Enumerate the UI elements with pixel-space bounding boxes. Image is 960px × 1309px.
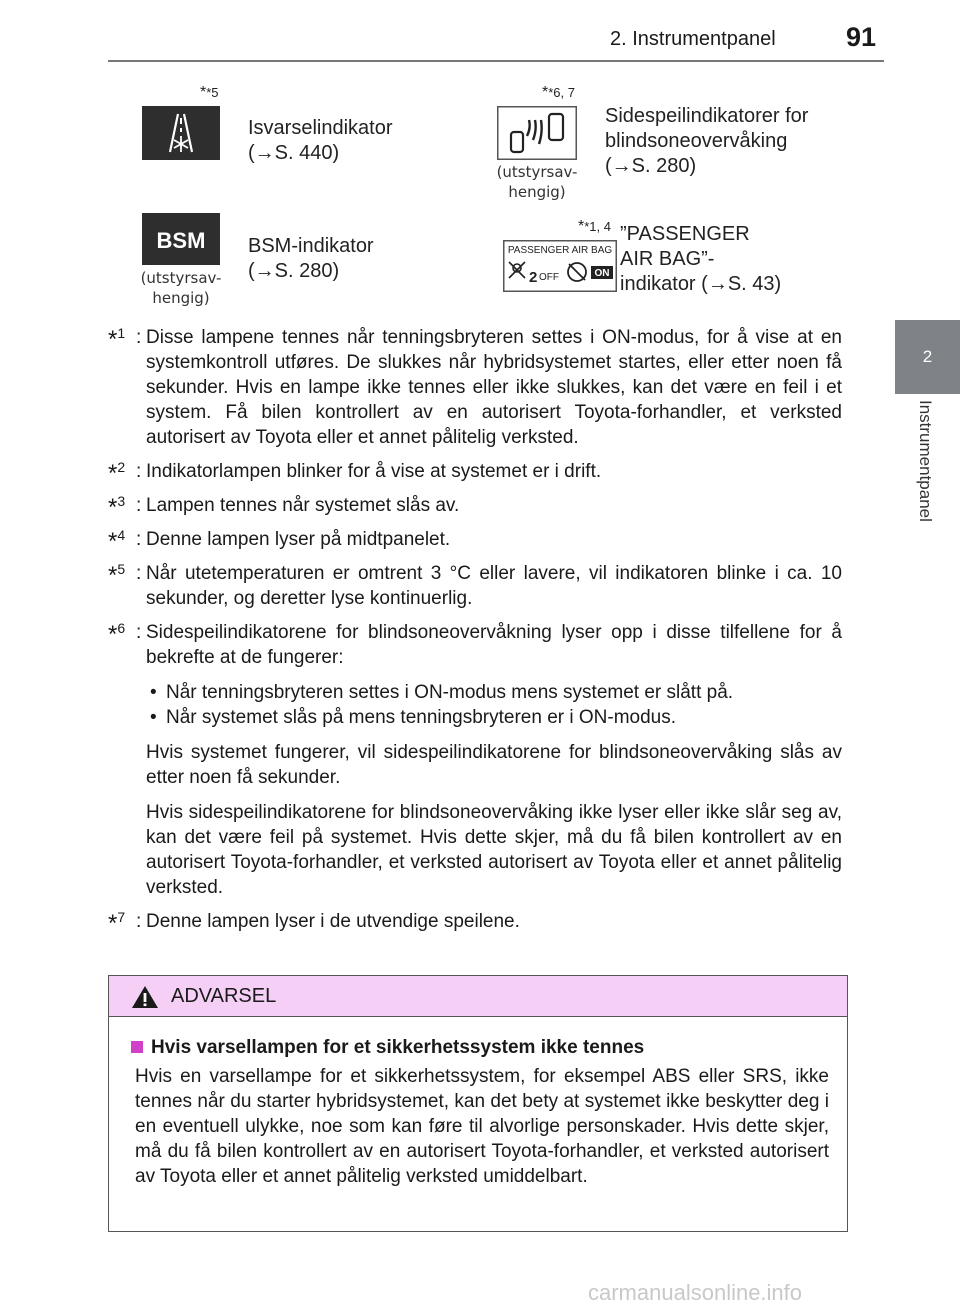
warning-header: [109, 976, 847, 1017]
footnote-6: *$^6$ : Sidespeilindikatorene for blindsoneovervåkning lyser opp i disse tilfellene for å bekrefte at de fungerer: • Når tenningsbryteren settes i ON-modus mens systemet er slått på. • Når systemet slås på mens tenningsbryteren er i ON-modus. Hvis systemet fungerer, vil sidespeilindikatorene for blindsoneovervåking slås av etter noen få sekunder. Hvis sidespeilindikatorene for blindsoneovervåking ikke lyser eller ikke slår seg av, kan det være feil på systemet. Hvis dette skjer, må du få bilen kontrollert av en autorisert Toyota-forhandler, et verksted autorisert av Toyota eller et annet pålitelig verksted.: [108, 620, 842, 900]
warning-item-title: Hvis varsellampen for et sikkerhetssystem ikke tennes: [131, 1035, 829, 1060]
passenger-airbag-icon: [503, 240, 617, 297]
bullet-item: • Når tenningsbryteren settes i ON-modus mens systemet er slått på.: [146, 680, 842, 705]
svg-text:PASSENGER AIR BAG: PASSENGER AIR BAG: [507, 245, 613, 256]
bullet-item: • Når systemet slås på mens tenningsbryteren er i ON-modus.: [146, 705, 842, 730]
header-divider: [108, 60, 884, 62]
mirror-ref-mark: **6, 7: [542, 84, 575, 101]
warning-item-text: Hvis en varsellampe for et sikkerhetssystem, for eksempel ABS eller SRS, ikke tennes når du starter hybridsystemet, kan det bety at systemet ikke beskytter deg i en eventuell ulykke, noe som kan føre til alvorlige personskader. Hvis dette skjer, må du få bilen kontrollert av en autorisert Toyota-forhandler, et verksted autorisert av Toyota eller et annet pålitelig verksted umiddelbart.: [135, 1066, 829, 1187]
bsm-indicator-label: BSM-indikator (→S. 280): [248, 235, 374, 282]
mirror-optional-note: (utstyrsav- hengig): [496, 163, 578, 201]
bsm-optional-note: (utstyrsav- hengig): [140, 269, 222, 307]
footnote-2: *$^2$ : Indikatorlampen blinker for å vise at systemet er i drift.: [108, 459, 602, 487]
blind-spot-mirror-icon: [497, 106, 577, 165]
footnote-4: *$^4$ : Denne lampen lyser på midtpanelet.: [108, 527, 451, 555]
mirror-indicator-label: Sidespeilindikatorer for blindsoneovervåking (→S. 280): [605, 105, 809, 177]
footnote-5: *$^5$ : Når utetemperaturen er omtrent 3 °C eller lavere, vil indikatoren blinke i ca. 10 sekunder, og deretter lyse kontinuerlig.: [108, 561, 842, 609]
airbag-ref-mark: **1, 4: [578, 218, 611, 235]
bsm-indicator-icon: [142, 213, 220, 270]
ice-ref-mark: **5: [200, 84, 219, 101]
footnote-6-paragraph-1: Hvis systemet fungerer, vil sidespeilindikatorene for blindsoneovervåking slås av etter noen få sekunder.: [146, 742, 842, 788]
footnote-3: *$^3$ : Lampen tennes når systemet slås av.: [108, 493, 460, 521]
chapter-tab: 2: [895, 320, 960, 394]
warning-box: [108, 975, 848, 1232]
footnote-7: *$^7$ : Denne lampen lyser i de utvendige speilene.: [108, 909, 520, 937]
warning-title: ADVARSEL: [171, 985, 277, 1007]
footnote-6-bullets: [146, 680, 842, 730]
footnotes: [108, 325, 842, 943]
svg-text:2: 2: [529, 269, 538, 286]
header-section-title: 2. Instrumentpanel: [610, 28, 776, 50]
footnote-6-paragraph-2: Hvis sidespeilindikatorene for blindsoneovervåking ikke lyser eller ikke slår seg av, kan det være feil på systemet. Hvis dette skjer, må du få bilen kontrollert av en autorisert Toyota-forhandler, et verksted autorisert av Toyota eller et annet pålitelig verksted.: [146, 802, 842, 898]
ice-indicator-label: Isvarselindikator (→S. 440): [248, 117, 393, 164]
chapter-tab-label: Instrumentpanel: [916, 400, 935, 522]
watermark: carmanualsonline.info: [588, 1280, 803, 1305]
svg-text:OFF: OFF: [539, 272, 559, 283]
ice-warning-icon: [142, 106, 220, 165]
airbag-indicator-label: ”PASSENGER AIR BAG”- indikator (→S. 43): [620, 223, 782, 295]
warning-body: [109, 1017, 847, 1189]
svg-text:BSM: BSM: [156, 228, 206, 253]
footnote-1: *$^1$ : Disse lampene tennes når tenningsbryteren settes i ON-modus, for å vise at en systemkontroll utføres. De slukkes når hybridsystemet startes, eller etter noen få sekunder. Hvis en lampe ikke tennes eller ikke slukkes, kan det være en feil i et system. Få bilen kontrollert av en autorisert Toyota-forhandler, et verksted autorisert av Toyota eller et annet pålitelig verksted.: [108, 325, 842, 448]
warning-triangle-icon: [131, 985, 159, 1014]
svg-text:ON: ON: [594, 268, 610, 279]
page-number: 91: [846, 22, 877, 52]
